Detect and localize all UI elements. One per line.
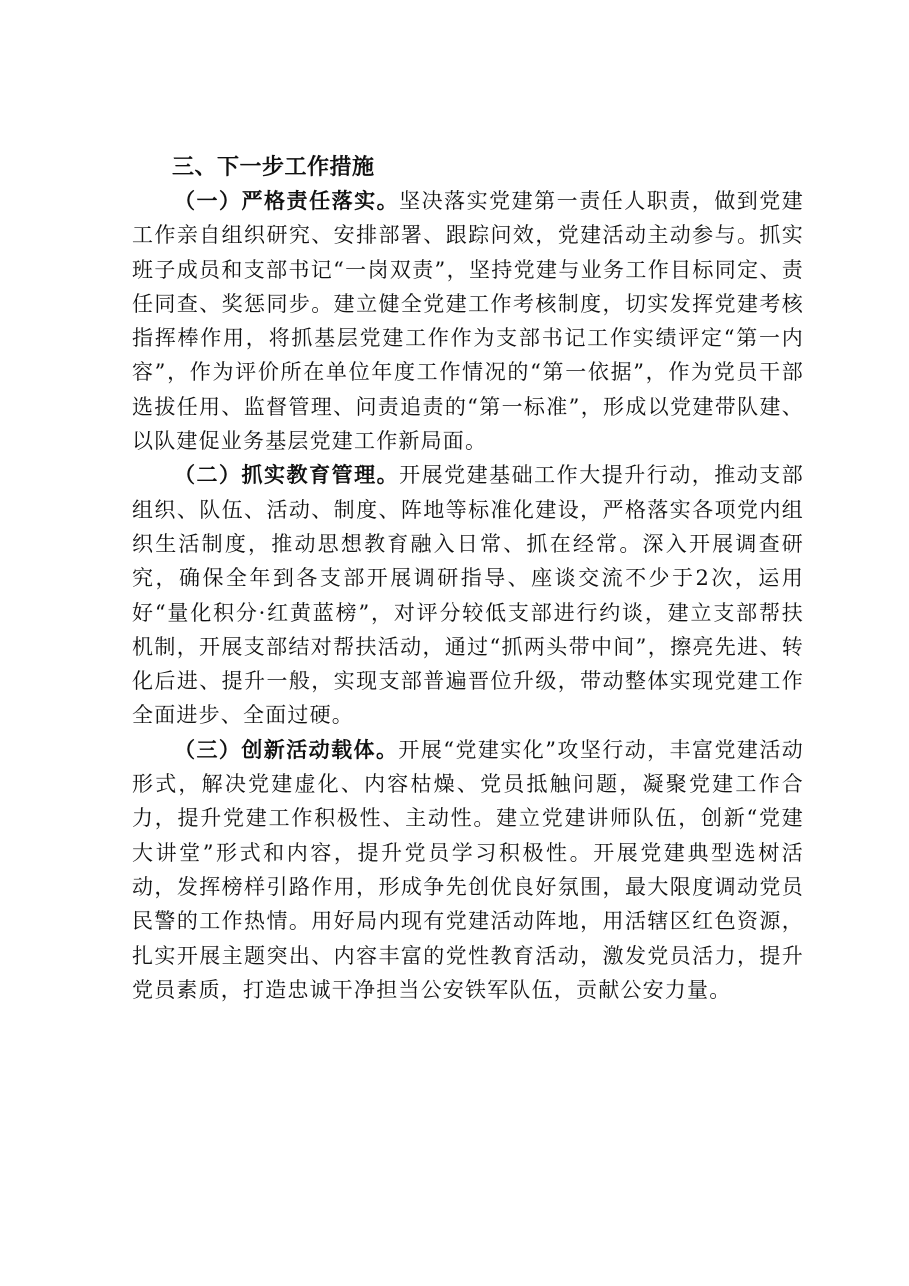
section-heading: 三、下一步工作措施 bbox=[172, 154, 375, 180]
paragraph-1-lead: （一）严格责任落实。 bbox=[174, 188, 400, 213]
paragraph-1 bbox=[132, 184, 804, 458]
document-body bbox=[132, 150, 804, 1007]
paragraph-1-body: 坚决落实党建第一责任人职责，做到党建工作亲自组织研究、安排部署、跟踪问效，党建活动主动参与。抓实班子成员和支部书记“一岗双责”，坚持党建与业务工作目标同定、责任同查、奖惩同步。建立健全党建工作考核制度，切实发挥党建考核指挥棒作用，将抓基层党建工作作为支部书记工作实绩评定“第一内容”，作为评价所在单位年度工作情况的“第一依据”，作为党员干部选拔任用、监督管理、问责追责的“第一标准”，形成以党建带队建、以队建促业务基层党建工作新局面。 bbox=[132, 189, 804, 454]
paragraph-2 bbox=[132, 458, 804, 732]
paragraph-3 bbox=[132, 733, 804, 1007]
paragraph-2-body: 开展党建基础工作大提升行动，推动支部组织、队伍、活动、制度、阵地等标准化建设，严格落实各项党内组织生活制度，推动思想教育融入日常、抓在经常。深入开展调查研究，确保全年到各支部开展调研指导、座谈交流不少于2次，运用好“量化积分·红黄蓝榜”，对评分较低支部进行约谈，建立支部帮扶机制，开展支部结对帮扶活动，通过“抓两头带中间”，擦亮先进、转化后进、提升一般，实现支部普遍晋位升级，带动整体实现党建工作全面进步、全面过硬。 bbox=[132, 463, 804, 728]
paragraph-3-body: 开展“党建实化”攻坚行动，丰富党建活动形式，解决党建虚化、内容枯燥、党员抵触问题，凝聚党建工作合力，提升党建工作积极性、主动性。建立党建讲师队伍，创新“党建大讲堂”形式和内容，提升党员学习积极性。开展党建典型选树活动，发挥榜样引路作用，形成争先创优良好氛围，最大限度调动党员民警的工作热情。用好局内现有党建活动阵地，用活辖区红色资源，扎实开展主题突出、内容丰富的党性教育活动，激发党员活力，提升党员素质，打造忠诚干净担当公安铁军队伍，贡献公安力量。 bbox=[132, 737, 804, 1002]
paragraph-2-lead: （二）抓实教育管理。 bbox=[174, 462, 400, 488]
paragraph-3-lead: （三）创新活动载体。 bbox=[174, 736, 399, 762]
